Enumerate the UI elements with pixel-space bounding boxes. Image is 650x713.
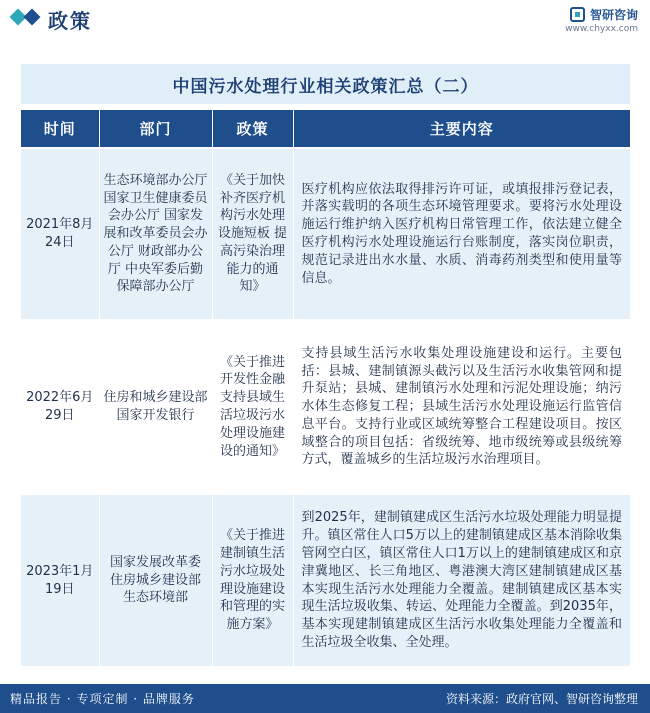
table-row bbox=[21, 494, 630, 666]
table-row bbox=[21, 148, 630, 320]
cell-policy: 《关于推进建制镇生活污水垃圾处理设施建设和管理的实施方案》 bbox=[212, 494, 293, 666]
cell-content: 到2025年，建制镇建成区生活污水垃圾处理能力明显提升。镇区常住人口5万以上的建制镇建成区基本消除收集管网空白区，镇区常住人口1万以上的建制镇建成区和京津冀地区、长三角地区、粤港澳大湾区建制镇建成区基本实现生活污水处理能力全覆盖。建制镇建成区基本实现生活垃圾收集、转运、处理能力全覆盖。到2035年，基本实现建制镇建成区生活污水收集处理能力全覆盖和生活垃圾全收集、全处理。 bbox=[293, 494, 630, 666]
cell-dept: 生态环境部办公厅 国家卫生健康委员会办公厅 国家发展和改革委员会办公厅 财政部办公厅 中央军委后勤保障部办公厅 bbox=[99, 148, 212, 320]
cell-time: 2021年8月24日 bbox=[21, 148, 99, 320]
footer-services: 精品报告 · 专项定制 · 品牌服务 bbox=[10, 692, 195, 706]
column-header-dept: 部门 bbox=[99, 110, 212, 148]
table-title-bar bbox=[21, 64, 630, 104]
footer-source: 资料来源：政府官网、智研咨询整理 bbox=[445, 692, 638, 706]
logo-url: www.chyxx.com bbox=[565, 24, 638, 34]
cell-content: 支持县域生活污水收集处理设施建设和运行。主要包括：县城、建制镇源头截污以及生活污水收集管网和提升泵站；县城、建制镇污水处理和污泥处理设施；纳污水体生态修复工程；县域生活污水处理设施运行监管信息平台。支持行业或区域统筹整合工程建设项目。按区域整合的项目包括：省级统筹、地市级统筹或县级统筹方式，覆盖城乡的生活垃圾污水治理项目。 bbox=[293, 320, 630, 494]
section-title: 政策 bbox=[48, 9, 92, 33]
logo-mark-icon bbox=[570, 7, 585, 22]
cell-dept: 国家发展改革委 住房城乡建设部 生态环境部 bbox=[99, 494, 212, 666]
column-header-time: 时间 bbox=[21, 110, 99, 148]
policy-table bbox=[21, 110, 630, 666]
column-header-content: 主要内容 bbox=[293, 110, 630, 148]
cell-dept: 住房和城乡建设部 国家开发银行 bbox=[99, 320, 212, 494]
page-footer bbox=[0, 684, 650, 713]
page-header bbox=[0, 0, 650, 38]
table-header-row bbox=[21, 110, 630, 148]
cell-policy: 《关于加快补齐医疗机构污水处理设施短板 提高污染治理能力的通知》 bbox=[212, 148, 293, 320]
brand-logo bbox=[565, 6, 638, 34]
cell-time: 2023年1月19日 bbox=[21, 494, 99, 666]
cell-time: 2022年6月29日 bbox=[21, 320, 99, 494]
cell-policy: 《关于推进开发性金融支持县域生活垃圾污水处理设施建设的通知》 bbox=[212, 320, 293, 494]
table-row bbox=[21, 320, 630, 494]
cell-content: 医疗机构应依法取得排污许可证，或填报排污登记表，并落实载明的各项生态环境管理要求。要将污水处理设施运行维护纳入医疗机构日常管理工作，依法建立健全医疗机构污水处理设施运行台账制度，落实岗位职责，规范记录进出水水量、水质、消毒药剂类型和使用量等信息。 bbox=[293, 148, 630, 320]
logo-name: 智研咨询 bbox=[589, 8, 638, 22]
column-header-policy: 政策 bbox=[212, 110, 293, 148]
table-title: 中国污水处理行业相关政策汇总（二） bbox=[172, 76, 479, 97]
